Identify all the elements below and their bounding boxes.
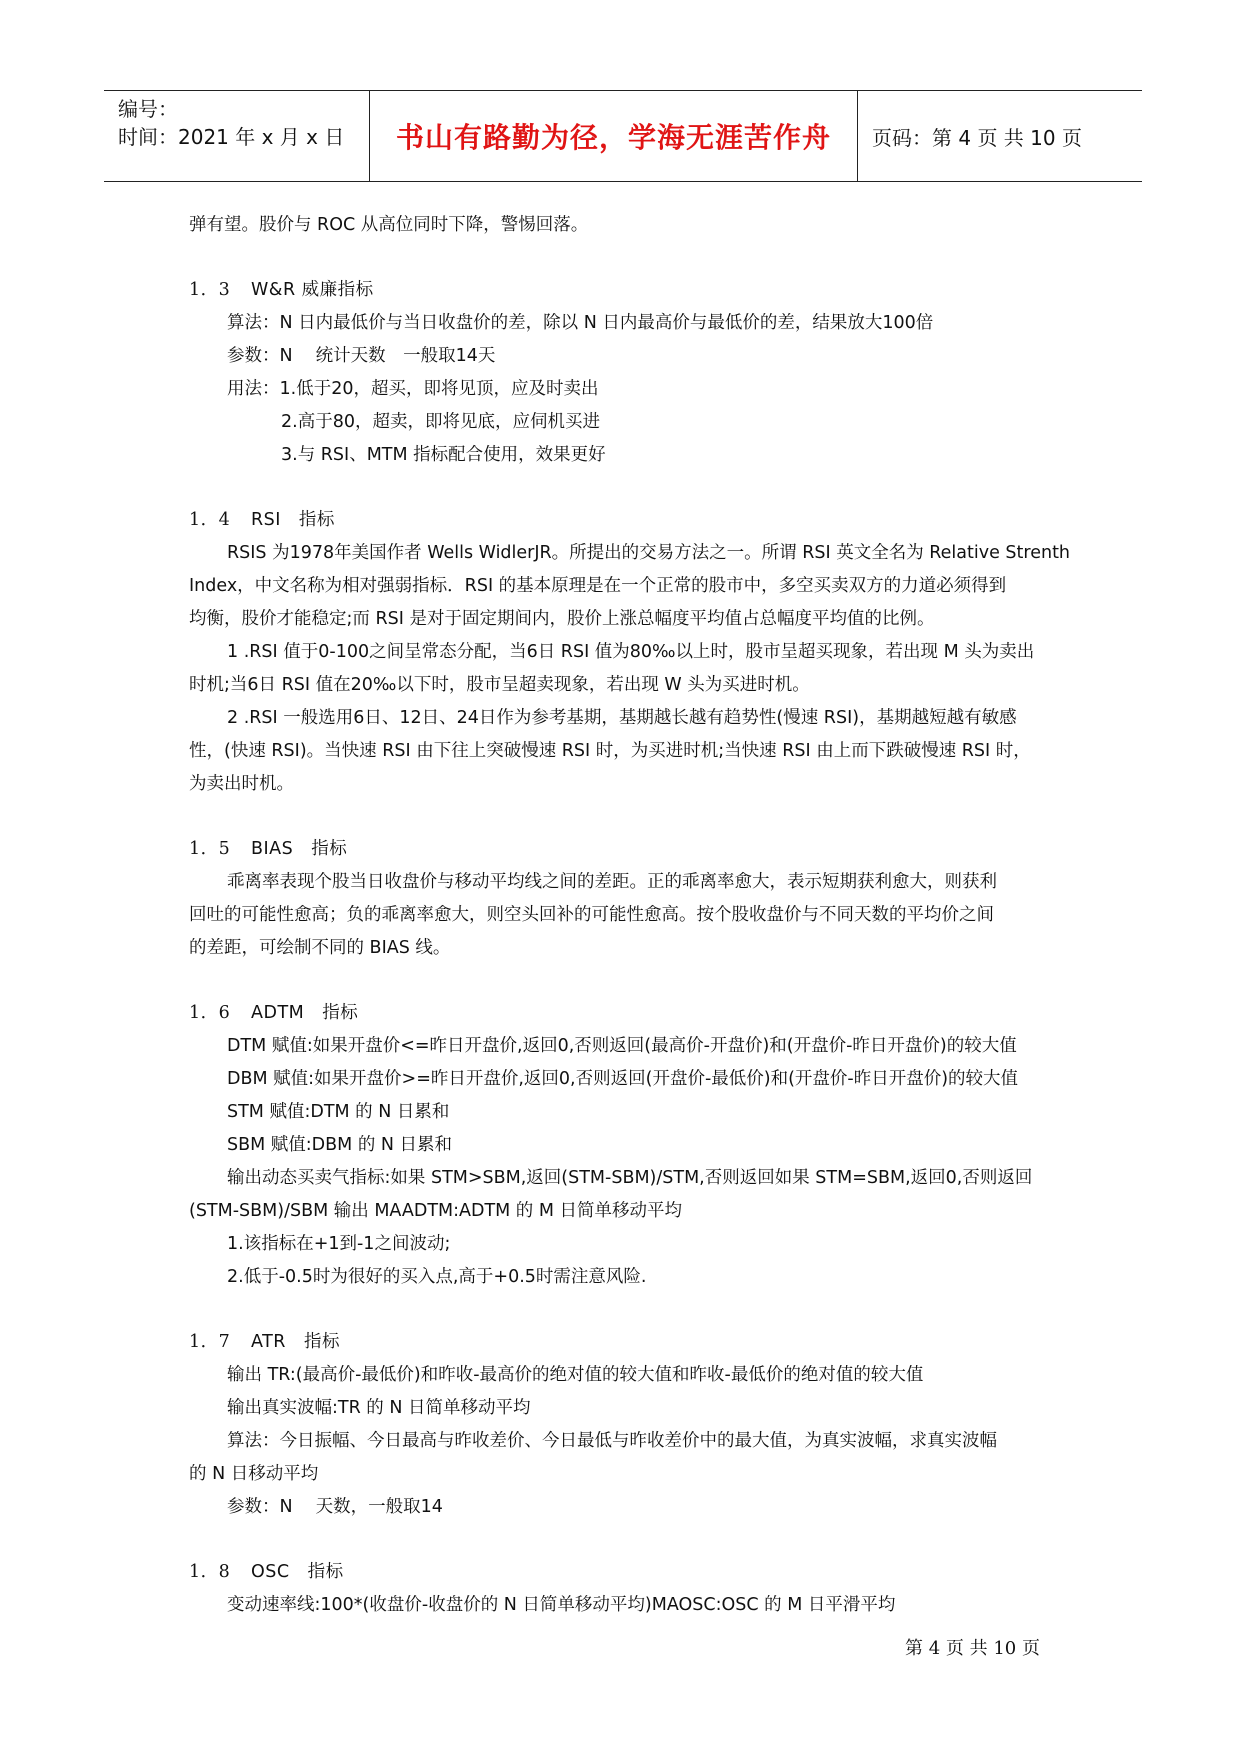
paragraph-line: Index，中文名称为相对强弱指标．RSI 的基本原理是在一个正常的股市中，多空买卖双方的力道必须得到 [189,576,1007,596]
section-heading-1-5 [189,836,347,862]
paragraph-line: 算法：N 日内最低价与当日收盘价的差，除以 N 日内最高价与最低价的差，结果放大100倍 [227,313,934,333]
paragraph-line: 输出 TR:(最高价-最低价)和昨收-最高价的绝对值的较大值和昨收-最低价的绝对值的较大值 [227,1365,924,1385]
section-heading-1-6 [189,1000,358,1026]
section-heading-1-3 [189,277,374,303]
paragraph-line: 算法：今日振幅、今日最高与昨收差价、今日最低与昨收差价中的最大值，为真实波幅，求真实波幅 [227,1431,997,1451]
header-page-label: 页码：第 4 页 共 10 页 [872,125,1082,150]
paragraph-line: 用法：1.低于20，超买，即将见顶，应及时卖出 [227,379,599,399]
section-number: 1．8 [189,1562,231,1582]
section-title: ATR 指标 [251,1332,340,1352]
page-footer: 第 4 页 共 10 页 [905,1638,1040,1659]
section-heading-1-7 [189,1329,340,1355]
page-header [104,90,1142,182]
paragraph-line: 的 N 日移动平均 [189,1464,319,1484]
paragraph-line: 性，(快速 RSI)。当快速 RSI 由下往上突破慢速 RSI 时，为买进时机;当快速 RSI 由上而下跌破慢速 RSI 时， [189,741,1031,761]
document-time-label: 时间：2021 年 x 月 x 日 [118,125,345,149]
paragraph-line: DTM 赋值:如果开盘价<=昨日开盘价,返回0,否则返回(最高价-开盘价)和(开盘价-昨日开盘价)的较大值 [227,1036,1017,1056]
section-title: OSC 指标 [251,1562,344,1582]
paragraph-line: 1.该指标在+1到-1之间波动; [227,1234,451,1254]
paragraph-line: RSIS 为1978年美国作者 Wells WidlerJR。所提出的交易方法之一。所谓 RSI 英文全名为 Relative Strenth [227,543,1071,563]
section-number: 1．5 [189,839,231,859]
section-title: BIAS 指标 [251,839,348,859]
header-info-cell [104,91,369,181]
paragraph-line: STM 赋值:DTM 的 N 日累和 [227,1102,450,1122]
paragraph-line: 回吐的可能性愈高；负的乖离率愈大，则空头回补的可能性愈高。按个股收盘价与不同天数的平均价之间 [189,905,994,925]
section-number: 1．7 [189,1332,231,1352]
paragraph-line: 3.与 RSI、MTM 指标配合使用，效果更好 [281,445,606,465]
paragraph-line: (STM-SBM)/SBM 输出 MAADTM:ADTM 的 M 日简单移动平均 [189,1201,683,1221]
section-number: 1．3 [189,280,231,300]
paragraph-line: SBM 赋值:DBM 的 N 日累和 [227,1135,453,1155]
paragraph-line: DBM 赋值:如果开盘价>=昨日开盘价,返回0,否则返回(开盘价-最低价)和(开盘价-昨日开盘价)的较大值 [227,1069,1019,1089]
paragraph-line: 弹有望。股价与 ROC 从高位同时下降，警惕回落。 [189,215,589,235]
document-number-label: 编号： [118,97,178,121]
paragraph-line: 参数：N 天数，一般取14 [227,1497,443,1517]
paragraph-line: 输出动态买卖气指标:如果 STM>SBM,返回(STM-SBM)/STM,否则返回如果 STM=SBM,返回0,否则返回 [227,1168,1033,1188]
paragraph-line: 时机;当6日 RSI 值在20‰以下时，股市呈超卖现象，若出现 W 头为买进时机。 [189,675,810,695]
section-title: W&R 威廉指标 [251,280,374,300]
header-motto: 书山有路勤为径，学海无涯苦作舟 [369,91,858,181]
section-number: 1．6 [189,1003,231,1023]
paragraph-line: 乖离率表现个股当日收盘价与移动平均线之间的差距。正的乖离率愈大，表示短期获利愈大，则获利 [227,872,997,892]
paragraph-line: 输出真实波幅:TR 的 N 日简单移动平均 [227,1398,531,1418]
section-number: 1．4 [189,510,231,530]
section-title: ADTM 指标 [251,1003,359,1023]
section-heading-1-8 [189,1559,344,1585]
paragraph-line: 2.低于-0.5时为很好的买入点,高于+0.5时需注意风险. [227,1267,647,1287]
paragraph-line: 均衡，股价才能稳定;而 RSI 是对于固定期间内，股价上涨总幅度平均值占总幅度平均值的比例。 [189,609,935,629]
paragraph-line: 为卖出时机。 [189,774,294,794]
paragraph-line: 变动速率线:100*(收盘价-收盘价的 N 日简单移动平均)MAOSC:OSC 的 M 日平滑平均 [227,1595,896,1615]
paragraph-line: 参数：N 统计天数 一般取14天 [227,346,496,366]
paragraph-line: 2.高于80，超卖，即将见底，应伺机买进 [281,412,600,432]
paragraph-line: 2 .RSI 一般选用6日、12日、24日作为参考基期，基期越长越有趋势性(慢速 RSI)，基期越短越有敏感 [227,708,1017,728]
section-heading-1-4 [189,507,335,533]
paragraph-line: 1 .RSI 值于0-100之间呈常态分配，当6日 RSI 值为80‰以上时，股市呈超买现象，若出现 M 头为卖出 [227,642,1035,662]
section-title: RSI 指标 [251,510,335,530]
paragraph-line: 的差距，可绘制不同的 BIAS 线。 [189,938,451,958]
